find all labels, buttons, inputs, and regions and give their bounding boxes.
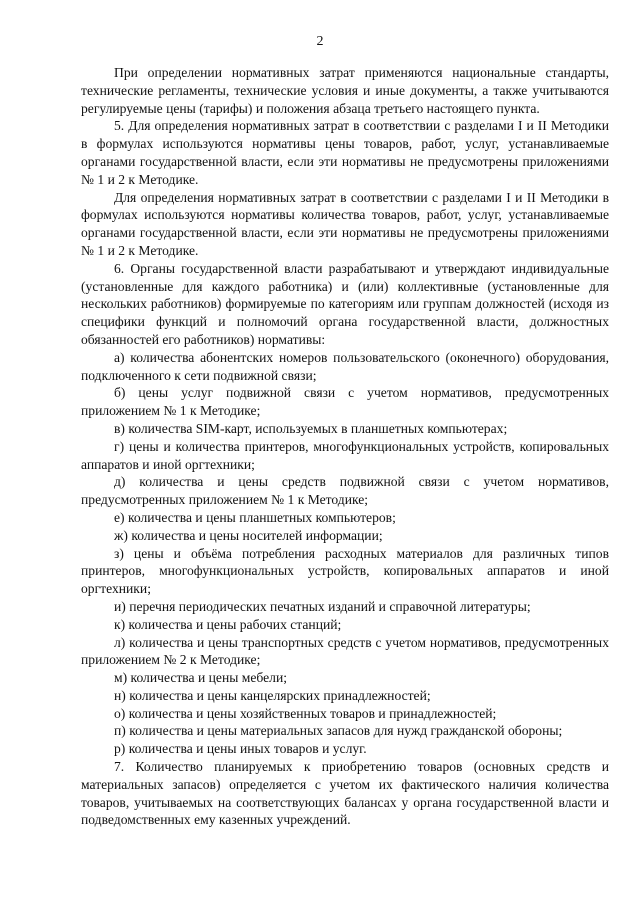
list-item-zh: ж) количества и цены носителей информации; (114, 527, 383, 543)
list-item-o: о) количества и цены хозяйственных товаров и принадлежностей; (114, 705, 497, 721)
paragraph-item-6: 6. Органы государственной власти разрабатывают и утверждают индивидуальные (установленные для каждого работника) и (или) коллективные (установленные для нескольких работников) формируемые по категориям или группам должностей (исходя из специфики функций и полномочий органа государственной власти, должностных обязанностей его работников) нормативы: (81, 260, 609, 347)
list-item-i: и) перечня периодических печатных изданий и справочной литературы; (114, 598, 531, 614)
list-item-e: е) количества и цены планшетных компьютеров; (114, 509, 396, 525)
list-item-l: л) количества и цены транспортных средств с учетом нормативов, предусмотренных приложением № 2 к Методике; (81, 634, 609, 668)
paragraph-item-5: 5. Для определения нормативных затрат в соответствии с разделами I и II Методики в формулах используются нормативы цены товаров, работ, услуг, устанавливаемые органами государственной власти, если эти нормативы не предусмотрены приложениями № 1 и 2 к Методике. (81, 118, 609, 187)
page-number: 2 (316, 34, 324, 49)
list-item-n: н) количества и цены канцелярских принадлежностей; (114, 687, 431, 703)
list-item-p: п) количества и цены материальных запасов для нужд гражданской обороны; (114, 723, 563, 739)
paragraph-item-5-quantity: Для определения нормативных затрат в соответствии с разделами I и II Методики в формулах используются нормативы количества товаров, работ, услуг, устанавливаемые органами государственной власти, если эти нормативы не предусмотрены приложениями № 1 и 2 к Методике. (81, 189, 609, 258)
list-item-g: г) цены и количества принтеров, многофункциональных устройств, копировальных аппаратов и иной оргтехники; (81, 438, 609, 472)
list-item-b: б) цены услуг подвижной связи с учетом нормативов, предусмотренных приложением № 1 к Методике; (81, 385, 609, 419)
list-item-k: к) количества и цены рабочих станций; (114, 616, 342, 632)
list-item-r: р) количества и цены иных товаров и услуг. (114, 741, 367, 757)
document-body (81, 64, 609, 829)
list-item-a: а) количества абонентских номеров пользовательского (оконечного) оборудования, подключенного к сети подвижной связи; (81, 349, 609, 383)
list-item-m: м) количества и цены мебели; (114, 670, 288, 686)
list-item-z: з) цены и объёма потребления расходных материалов для различных типов принтеров, многофункциональных устройств, копировальных аппаратов и иной оргтехники; (81, 545, 609, 597)
paragraph-item-7: 7. Количество планируемых к приобретению товаров (основных средств и материальных запасов) определяется с учетом их фактического наличия количества товаров, учитываемых на соответствующих балансах у органа государственной власти и подведомственных ему казенных учреждений. (81, 759, 609, 828)
list-item-v: в) количества SIM-карт, используемых в планшетных компьютерах; (114, 420, 508, 436)
list-item-d: д) количества и цены средств подвижной связи с учетом нормативов, предусмотренных приложением № 1 к Методике; (81, 474, 609, 508)
paragraph-standards: При определении нормативных затрат применяются национальные стандарты, технические регламенты, технические условия и иные документы, а также учитываются регулируемые цены (тарифы) и положения абзаца третьего настоящего пункта. (81, 65, 609, 116)
